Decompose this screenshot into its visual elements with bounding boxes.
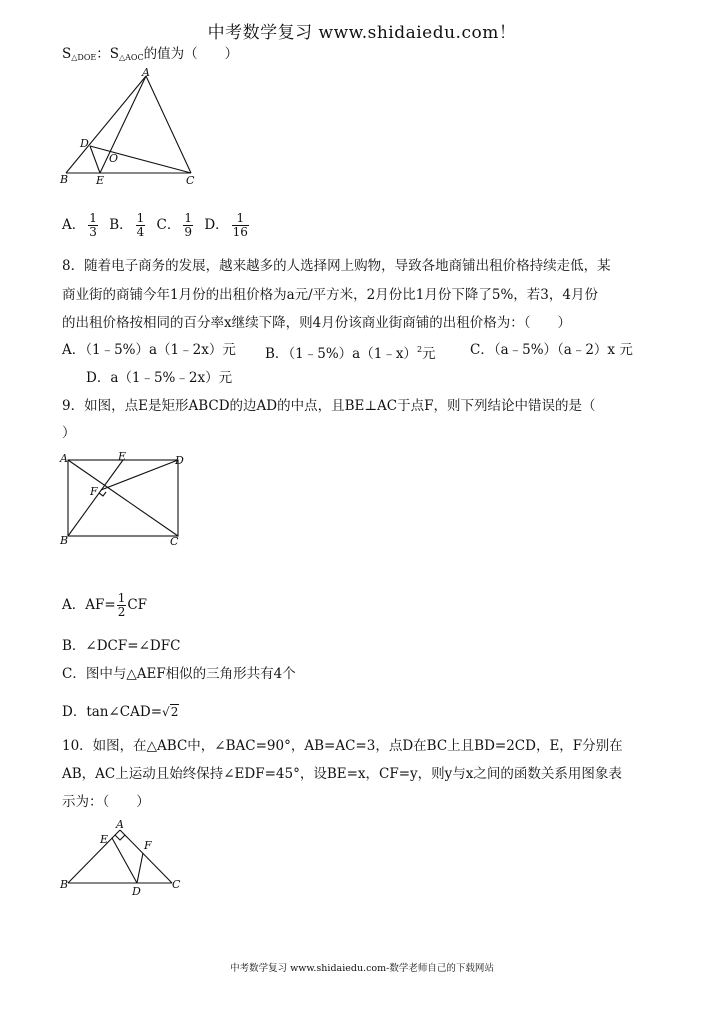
q7-option-c: C． $\frac{1}{9}$ [156, 211, 193, 239]
q7-options [62, 210, 252, 240]
q7-stem-sub1: △DOE [71, 53, 97, 62]
q10-line-1: 10．如图，在△ABC中，∠BAC=90°，AB=AC=3，点D在BC上且BD=2CD，E，F分别在 [62, 738, 623, 754]
q9-figure [58, 450, 198, 550]
q7-line-ac [146, 76, 191, 173]
q10-label-e: E [100, 833, 109, 846]
q10-line-ac [120, 830, 172, 883]
q10-label-c: C [172, 878, 181, 891]
q7-line-ae [100, 76, 146, 173]
sqrt-symbol: √2 [162, 705, 179, 719]
q9-label-e: E [118, 450, 127, 463]
q7-line-de [90, 146, 100, 173]
q7-stem-s2: S [109, 46, 119, 62]
q10-label-d: D [132, 885, 141, 898]
q10-line-2: AB，AC上运动且始终保持∠EDF=45°，设BE=x，CF=y，则y与x之间的函数关系用图象表 [62, 766, 622, 782]
q10-line-3: 示为：（ ） [62, 794, 150, 810]
q7-line-dc [90, 146, 191, 173]
q9-option-a: A．AF= $\frac{1}{2}$ CF [62, 591, 148, 619]
q7-stem-sub2: △AOC [118, 53, 144, 62]
q10-label-b: B [60, 878, 69, 891]
q7-label-e: E [96, 174, 105, 187]
q10-line-ed [112, 838, 137, 883]
q10-line-fd [137, 853, 143, 883]
q9-label-b: B [60, 534, 69, 547]
q9-line-2: ） [62, 425, 76, 441]
q7-option-a: A． $\frac{1}{3}$ [62, 211, 97, 239]
q7-figure [58, 66, 208, 190]
q7-label-c: C [186, 174, 195, 187]
q8-line-2: 商业街的商铺今年1月份的出租价格为a元/平方米，2月份比1月份下降了5%，若3，4月份 [62, 287, 598, 303]
q8-option-d: D．a（1﹣5%﹣2x）元 [86, 370, 233, 386]
q9-line-1: 9．如图，点E是矩形ABCD的边AD的中点，且BE⊥AC于点F，则下列结论中错误的是（ [62, 398, 596, 414]
q8-option-b: B．（1﹣5%）a（1﹣x）$^2$元 [265, 345, 436, 362]
q9-option-b: B．∠DCF=∠DFC [62, 638, 181, 654]
q9-line-be [68, 460, 123, 536]
q9-line-ac [68, 460, 178, 536]
q9-label-f: F [90, 485, 98, 498]
q9-option-c: C．图中与△AEF相似的三角形共有4个 [62, 666, 296, 682]
q9-label-c: C [170, 535, 179, 548]
q8-option-c: C．（a﹣5%）（a﹣2）x 元 [470, 342, 633, 358]
q7-option-d: D． $\frac{1}{16}$ [204, 211, 248, 239]
page-footer: 中考数学复习 www.shidaiedu.com-数学老师自己的下载网站 [230, 963, 494, 974]
q7-option-b: B． $\frac{1}{4}$ [109, 211, 145, 239]
q9-option-d: D．tan∠CAD=√2 [62, 704, 179, 720]
q7-stem [62, 44, 238, 68]
q7-label-a: A [142, 66, 150, 79]
q8-option-a: A．（1﹣5%）a（1﹣2x）元 [62, 342, 236, 358]
q7-stem-colon: ： [96, 46, 110, 62]
q7-label-o: O [109, 152, 119, 165]
q10-figure [58, 816, 198, 900]
q7-label-b: B [60, 173, 69, 186]
q7-stem-tail: 的值为（ ） [143, 46, 239, 62]
q10-right-angle-mark [115, 835, 125, 840]
page-header: 中考数学复习 www.shidaiedu.com！ [207, 23, 517, 43]
q9-label-a: A [60, 452, 68, 465]
q7-stem-s1: S [62, 46, 72, 62]
q8-line-3: 的出租价格按相同的百分率x继续下降，则4月份该商业街商铺的出租价格为：（ ） [62, 315, 571, 331]
q10-label-a: A [116, 818, 124, 831]
q8-line-1: 8．随着电子商务的发展，越来越多的人选择网上购物，导致各地商铺出租价格持续走低，某 [62, 258, 611, 274]
q7-label-d: D [80, 137, 89, 150]
q9-label-d: D [175, 454, 184, 467]
q7-line-ab [66, 76, 146, 173]
q10-label-f: F [144, 839, 152, 852]
